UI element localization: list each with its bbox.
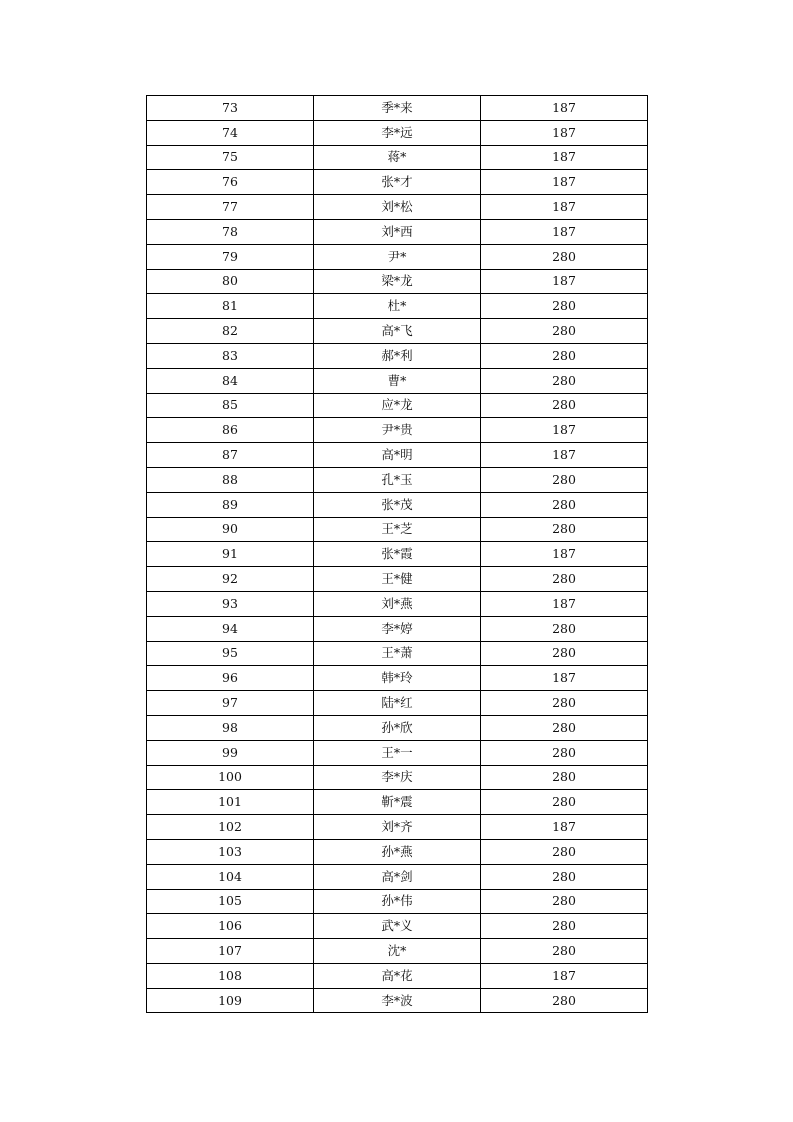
table-row [147,368,648,393]
roster-table-body [147,96,648,1013]
name-cell: 曹* [314,368,481,393]
name-cell: 高*剑 [314,864,481,889]
amount-cell: 280 [481,343,648,368]
row-number-cell: 79 [147,244,314,269]
table-row [147,492,648,517]
name-cell: 张*茂 [314,492,481,517]
amount-cell: 280 [481,319,648,344]
amount-cell: 280 [481,691,648,716]
amount-cell: 280 [481,889,648,914]
amount-cell: 187 [481,195,648,220]
table-row [147,443,648,468]
row-number-cell: 99 [147,740,314,765]
name-cell: 梁*龙 [314,269,481,294]
amount-cell: 187 [481,542,648,567]
amount-cell: 187 [481,666,648,691]
row-number-cell: 91 [147,542,314,567]
table-row [147,691,648,716]
amount-cell: 280 [481,368,648,393]
name-cell: 尹* [314,244,481,269]
name-cell: 陆*红 [314,691,481,716]
row-number-cell: 95 [147,641,314,666]
table-row [147,219,648,244]
table-row [147,393,648,418]
row-number-cell: 109 [147,988,314,1013]
name-cell: 韩*玲 [314,666,481,691]
table-row [147,343,648,368]
table-row [147,269,648,294]
amount-cell: 280 [481,492,648,517]
row-number-cell: 88 [147,467,314,492]
amount-cell: 187 [481,443,648,468]
name-cell: 李*远 [314,120,481,145]
row-number-cell: 97 [147,691,314,716]
amount-cell: 187 [481,96,648,121]
table-row [147,740,648,765]
row-number-cell: 89 [147,492,314,517]
table-row [147,864,648,889]
table-row [147,542,648,567]
name-cell: 靳*震 [314,790,481,815]
table-row [147,666,648,691]
row-number-cell: 82 [147,319,314,344]
row-number-cell: 98 [147,715,314,740]
amount-cell: 280 [481,393,648,418]
name-cell: 张*霞 [314,542,481,567]
amount-cell: 280 [481,939,648,964]
name-cell: 高*飞 [314,319,481,344]
row-number-cell: 100 [147,765,314,790]
row-number-cell: 92 [147,567,314,592]
name-cell: 王*健 [314,567,481,592]
amount-cell: 187 [481,418,648,443]
amount-cell: 280 [481,294,648,319]
row-number-cell: 108 [147,963,314,988]
row-number-cell: 86 [147,418,314,443]
name-cell: 高*明 [314,443,481,468]
row-number-cell: 74 [147,120,314,145]
table-row [147,914,648,939]
table-row [147,939,648,964]
name-cell: 孔*玉 [314,467,481,492]
row-number-cell: 101 [147,790,314,815]
table-row [147,170,648,195]
table-row [147,839,648,864]
table-row [147,715,648,740]
row-number-cell: 83 [147,343,314,368]
amount-cell: 280 [481,616,648,641]
row-number-cell: 107 [147,939,314,964]
amount-cell: 280 [481,839,648,864]
table-row [147,195,648,220]
amount-cell: 280 [481,641,648,666]
amount-cell: 187 [481,815,648,840]
amount-cell: 187 [481,963,648,988]
table-row [147,517,648,542]
table-row [147,418,648,443]
name-cell: 王*萧 [314,641,481,666]
name-cell: 孙*燕 [314,839,481,864]
row-number-cell: 81 [147,294,314,319]
row-number-cell: 94 [147,616,314,641]
name-cell: 李*庆 [314,765,481,790]
row-number-cell: 87 [147,443,314,468]
row-number-cell: 77 [147,195,314,220]
table-row [147,294,648,319]
amount-cell: 187 [481,170,648,195]
row-number-cell: 103 [147,839,314,864]
table-row [147,467,648,492]
table-row [147,889,648,914]
amount-cell: 280 [481,715,648,740]
row-number-cell: 93 [147,591,314,616]
table-row [147,145,648,170]
row-number-cell: 105 [147,889,314,914]
table-row [147,988,648,1013]
row-number-cell: 76 [147,170,314,195]
name-cell: 刘*松 [314,195,481,220]
table-row [147,96,648,121]
amount-cell: 280 [481,765,648,790]
name-cell: 李*波 [314,988,481,1013]
amount-cell: 187 [481,120,648,145]
name-cell: 李*婷 [314,616,481,641]
table-row [147,815,648,840]
table-row [147,963,648,988]
name-cell: 张*才 [314,170,481,195]
amount-cell: 187 [481,219,648,244]
row-number-cell: 80 [147,269,314,294]
row-number-cell: 90 [147,517,314,542]
amount-cell: 187 [481,591,648,616]
table-row [147,244,648,269]
row-number-cell: 85 [147,393,314,418]
roster-table [146,95,648,1013]
name-cell: 尹*贵 [314,418,481,443]
name-cell: 王*一 [314,740,481,765]
name-cell: 季*来 [314,96,481,121]
row-number-cell: 106 [147,914,314,939]
name-cell: 武*义 [314,914,481,939]
amount-cell: 280 [481,914,648,939]
row-number-cell: 96 [147,666,314,691]
amount-cell: 280 [481,790,648,815]
name-cell: 郝*利 [314,343,481,368]
amount-cell: 187 [481,269,648,294]
table-row [147,641,648,666]
name-cell: 蒋* [314,145,481,170]
row-number-cell: 102 [147,815,314,840]
row-number-cell: 73 [147,96,314,121]
table-row [147,790,648,815]
amount-cell: 280 [481,244,648,269]
name-cell: 刘*燕 [314,591,481,616]
name-cell: 孙*欣 [314,715,481,740]
name-cell: 高*花 [314,963,481,988]
name-cell: 王*芝 [314,517,481,542]
table-row [147,120,648,145]
amount-cell: 280 [481,467,648,492]
name-cell: 孙*伟 [314,889,481,914]
amount-cell: 280 [481,517,648,542]
row-number-cell: 84 [147,368,314,393]
table-row [147,567,648,592]
table-row [147,765,648,790]
row-number-cell: 104 [147,864,314,889]
amount-cell: 280 [481,864,648,889]
amount-cell: 280 [481,988,648,1013]
name-cell: 刘*西 [314,219,481,244]
table-row [147,591,648,616]
amount-cell: 280 [481,567,648,592]
amount-cell: 187 [481,145,648,170]
row-number-cell: 75 [147,145,314,170]
table-row [147,616,648,641]
amount-cell: 280 [481,740,648,765]
row-number-cell: 78 [147,219,314,244]
name-cell: 杜* [314,294,481,319]
name-cell: 应*龙 [314,393,481,418]
table-row [147,319,648,344]
name-cell: 刘*齐 [314,815,481,840]
name-cell: 沈* [314,939,481,964]
